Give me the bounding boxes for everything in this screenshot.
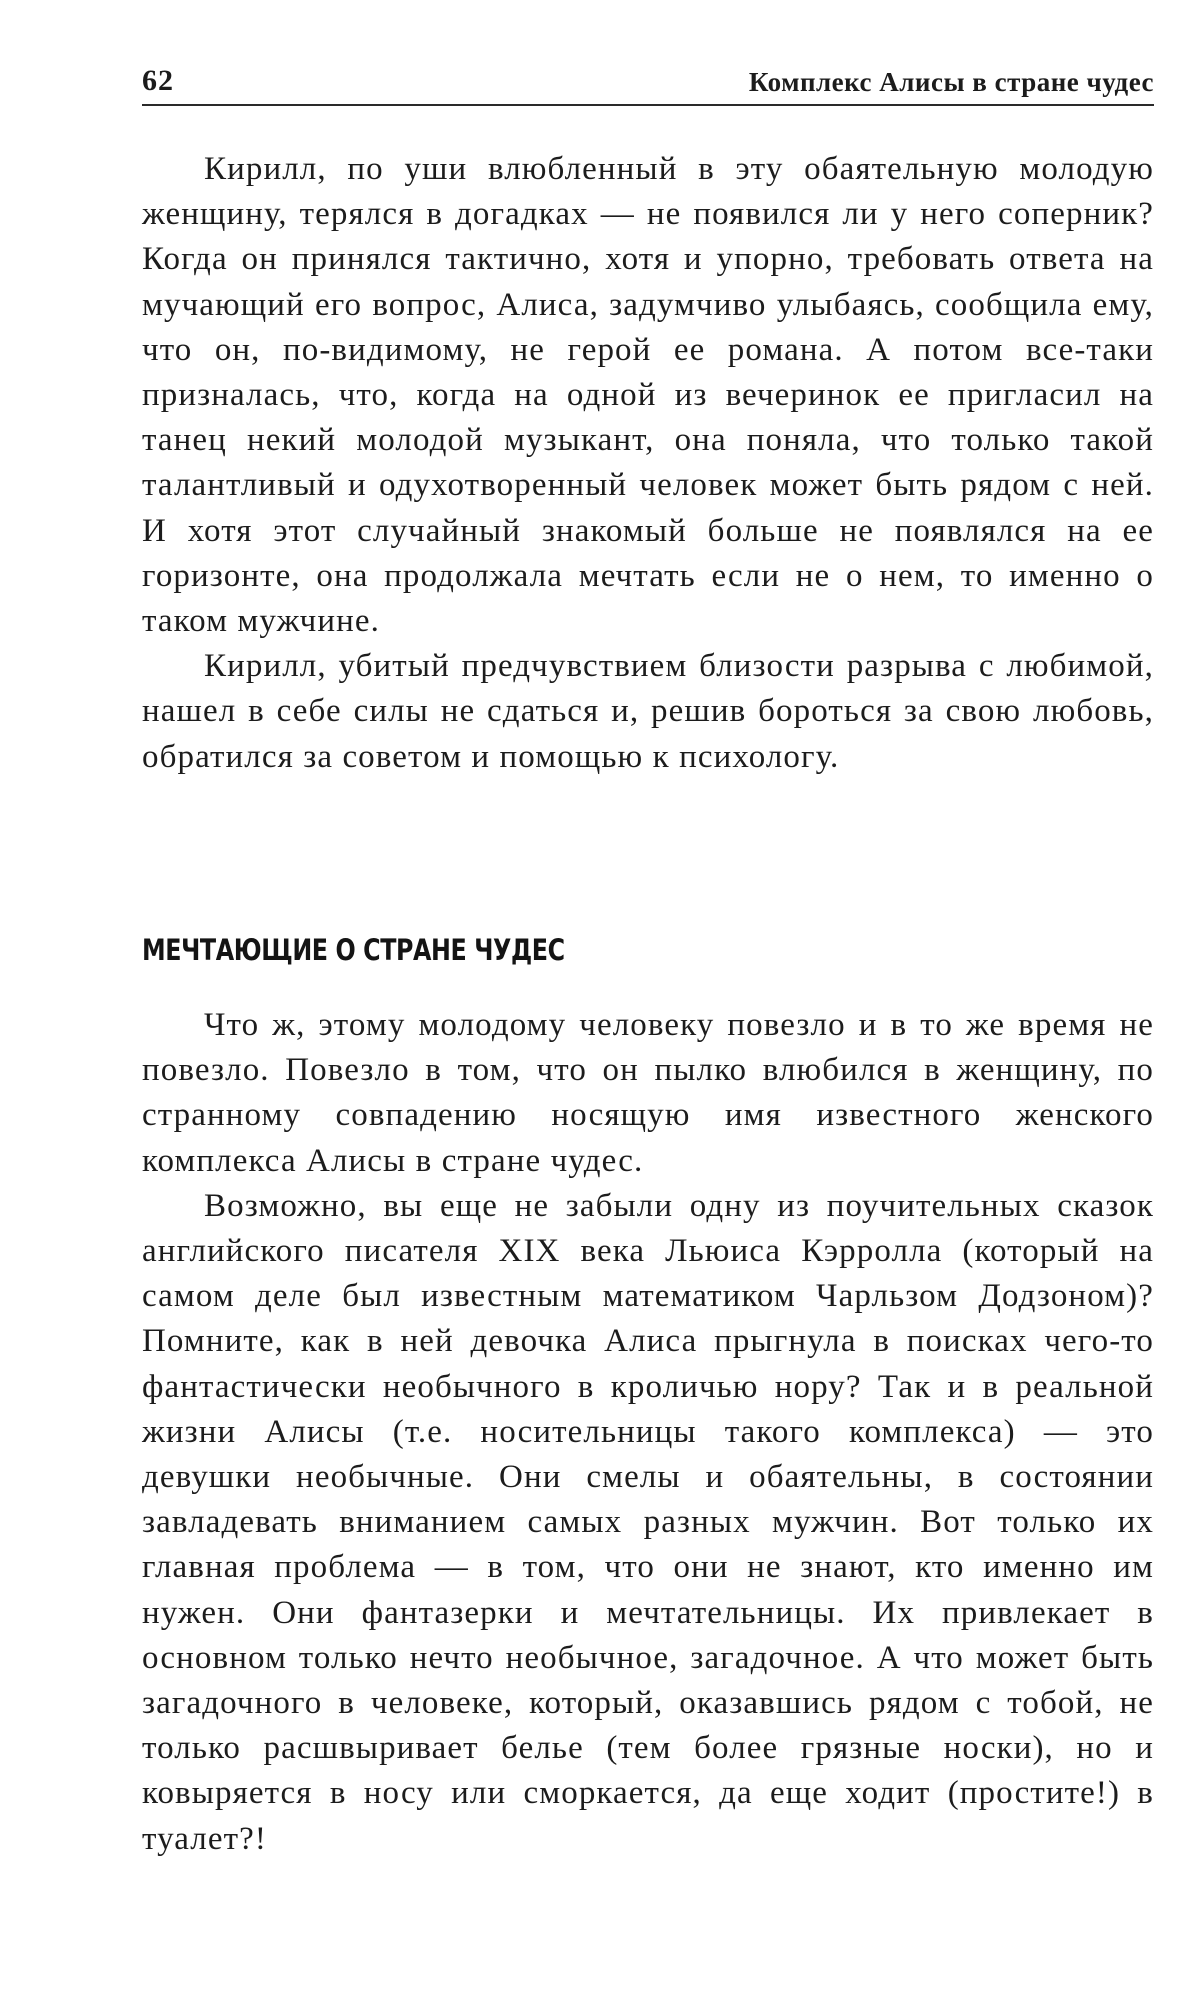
paragraph: Возможно, вы еще не забыли одну из поучительных сказок английского писателя XIX века Льюиса Кэрролла (который на самом деле был известным математиком Чарльзом Додзоном)? Помните, как в ней девочка Алиса прыгнула в поисках чего-то фантастически необычного в кроличью нору? Так и в реальной жизни Алисы (т.е. носительницы такого комплекса) — это девушки необычные. Они смелы и обаятельны, в состоянии завладевать вниманием самых разных мужчин. Вот только их главная проблема — в том, что они не знают, кто именно им нужен. Они фантазерки и мечтательницы. Их привлекает в основном только нечто необычное, загадочное. А что может быть загадочного в человеке, который, оказавшись рядом с тобой, не только расшвыривает белье (тем более грязные носки), но и ковыряется в носу или сморкается, да еще ходит (простите!) в туалет?! [142,1187,1154,1857]
paragraph: Кирилл, убитый предчувствием близости разрыва с любимой, нашел в себе силы не сдаться и, решив бороться за свою любовь, обратился за советом и помощью к психологу. [142,648,1154,775]
running-header [142,62,1154,106]
section-heading: МЕЧТАЮЩИЕ О СТРАНЕ ЧУДЕС [142,933,565,967]
paragraph: Что ж, этому молодому человеку повезло и в то же время не повезло. Повезло в том, что он пылко влюбился в женщину, по странному совпадению носящую имя известного женского комплекса Алисы в стране чудес. [142,1007,1154,1179]
paragraph: Кирилл, по уши влюбленный в эту обаятельную молодую женщину, терялся в догадках — не появился ли у него соперник? Когда он принялся тактично, хотя и упорно, требовать ответа на мучающий его вопрос, Алиса, задумчиво улыбаясь, сообщила ему, что он, по-видимому, не герой ее романа. А потом все-таки призналась, что, когда на одной из вечеринок ее пригласил на танец некий молодой музыкант, она поняла, что только такой талантливый и одухотворенный человек может быть рядом с ней. И хотя этот случайный знакомый больше не появлялся на ее горизонте, она продолжала мечтать если не о нем, то именно о таком мужчине. [142,151,1154,640]
text-block-top [142,147,1154,780]
page-number: 62 [142,64,174,97]
text-block-bottom [142,1003,1154,1862]
running-title: Комплекс Алисы в стране чудес [748,67,1154,97]
